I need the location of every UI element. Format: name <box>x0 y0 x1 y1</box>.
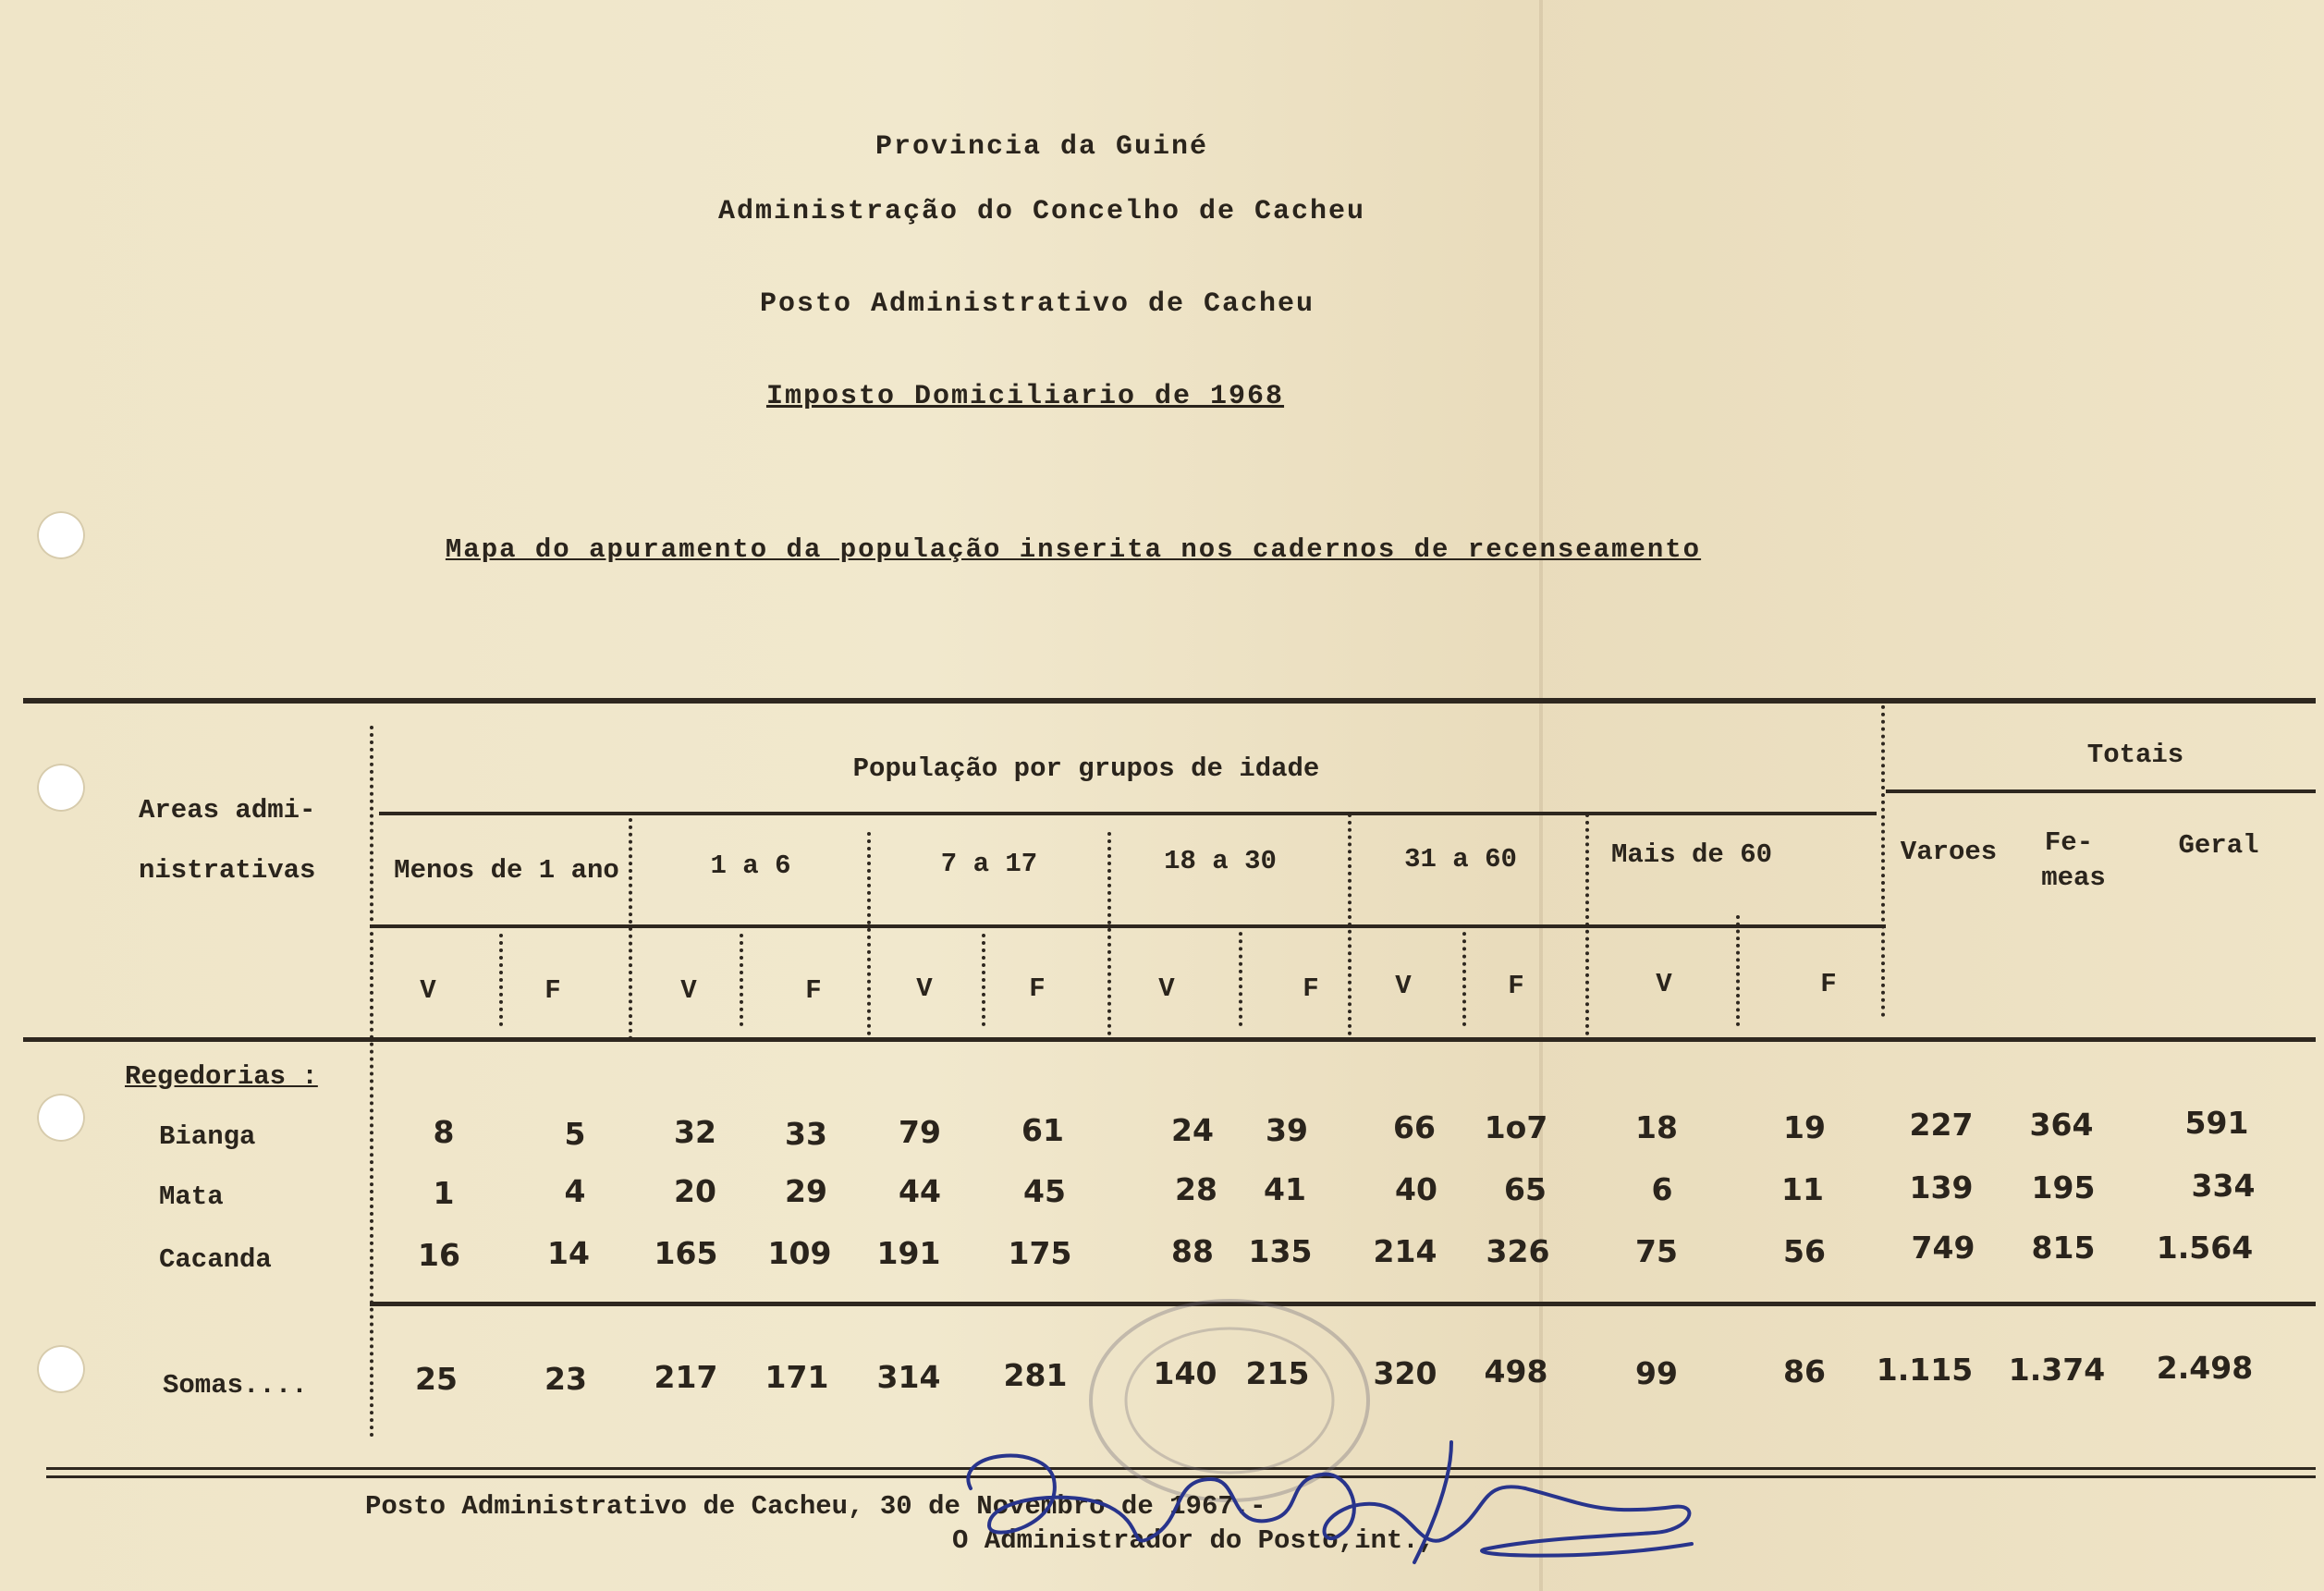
sum-cell: 99 <box>1635 1355 1678 1391</box>
area-header: nistrativas <box>139 855 316 886</box>
table-cell: 165 <box>654 1235 718 1271</box>
sum-cell: 281 <box>1003 1357 1068 1393</box>
table-cell: 45 <box>1023 1173 1066 1209</box>
table-cell: 326 <box>1486 1233 1550 1269</box>
place-date-line: Posto Administrativo de Cacheu, 30 de Novembro de 1967.- <box>365 1491 1266 1522</box>
age-group-label: Mais de 60 <box>1610 839 1773 870</box>
table-cell: 749 <box>1911 1230 1975 1266</box>
table-cell: 66 <box>1393 1109 1436 1145</box>
signer-title: O Administrador do Posto,int., <box>952 1525 1436 1556</box>
table-cell: 175 <box>1008 1235 1072 1271</box>
table-cell: 591 <box>2184 1105 2249 1141</box>
column-separator <box>1585 814 1589 1035</box>
column-separator <box>982 934 985 1026</box>
sum-cell: 498 <box>1484 1353 1548 1389</box>
table-cell: 65 <box>1504 1171 1547 1207</box>
sum-cell: 1.374 <box>2008 1352 2106 1388</box>
sex-label: F <box>1820 969 1837 999</box>
sex-label: F <box>805 975 822 1006</box>
header-bottom-rule <box>23 1037 2316 1042</box>
column-separator <box>629 818 632 1040</box>
table-cell: 32 <box>674 1114 716 1150</box>
punch-hole <box>37 1345 85 1393</box>
table-cell: 61 <box>1021 1112 1064 1148</box>
table-cell: 4 <box>564 1173 586 1209</box>
sum-cell: 25 <box>415 1361 458 1397</box>
sex-label: F <box>544 975 561 1006</box>
table-cell: 11 <box>1781 1171 1824 1207</box>
sex-header-rule <box>370 924 1886 928</box>
sex-label: V <box>1656 969 1672 999</box>
table-cell: 1o7 <box>1484 1109 1548 1145</box>
column-separator <box>867 832 871 1035</box>
section-label: Regedorias : <box>125 1061 318 1092</box>
table-cell: 29 <box>785 1173 827 1209</box>
sex-label: F <box>1303 973 1319 1004</box>
column-separator <box>1239 924 1242 1026</box>
table-cell: 28 <box>1175 1171 1217 1207</box>
table-cell: 195 <box>2031 1169 2096 1205</box>
handwritten-signature <box>934 1424 1766 1585</box>
totals-column-label: Fe- <box>2044 827 2094 858</box>
age-group-label: 7 a 17 <box>940 849 1038 879</box>
table-cell: 24 <box>1171 1112 1214 1148</box>
sum-cell: 215 <box>1245 1355 1310 1391</box>
sex-label: V <box>680 975 697 1006</box>
table-cell: 1.564 <box>2156 1230 2254 1266</box>
sum-cell: 2.498 <box>2156 1350 2254 1386</box>
sex-label: F <box>1508 971 1524 1001</box>
row-name: Mata <box>159 1181 224 1212</box>
table-cell: 16 <box>418 1237 460 1273</box>
table-cell: 109 <box>767 1235 832 1271</box>
table-cell: 6 <box>1651 1171 1673 1207</box>
administration-line: Administração do Concelho de Cacheu <box>717 196 1366 227</box>
sex-label: V <box>1158 973 1175 1004</box>
table-cell: 8 <box>433 1114 455 1150</box>
age-group-label: Menos de 1 ano <box>394 855 619 886</box>
sum-cell: 314 <box>876 1359 941 1395</box>
age-group-label: 18 a 30 <box>1164 846 1277 876</box>
totals-header: Totais <box>2086 740 2184 770</box>
column-separator <box>1736 915 1740 1026</box>
table-cell: 88 <box>1171 1233 1214 1269</box>
age-header-rule <box>379 812 1877 815</box>
totals-header-rule <box>1886 789 2316 793</box>
row-name: Bianga <box>159 1121 256 1152</box>
table-cell: 5 <box>564 1116 586 1152</box>
table-cell: 334 <box>2191 1168 2256 1204</box>
table-cell: 20 <box>674 1173 716 1209</box>
sex-label: V <box>916 973 933 1004</box>
sums-label: Somas.... <box>163 1370 308 1401</box>
sum-cell: 23 <box>544 1361 587 1397</box>
area-header: Areas admi- <box>139 795 316 826</box>
table-title: Mapa do apuramento da população inserita nos cadernos de recenseamento <box>445 534 1702 565</box>
table-cell: 79 <box>899 1114 941 1150</box>
province-line: Provincia da Guiné <box>875 131 1209 163</box>
table-cell: 33 <box>785 1116 827 1152</box>
table-cell: 40 <box>1395 1171 1437 1207</box>
sex-label: V <box>1395 971 1412 1001</box>
table-cell: 19 <box>1783 1109 1826 1145</box>
table-cell: 44 <box>899 1173 941 1209</box>
column-separator <box>740 934 743 1026</box>
table-cell: 227 <box>1909 1107 1974 1143</box>
sum-cell: 1.115 <box>1876 1352 1974 1388</box>
table-cell: 815 <box>2031 1230 2096 1266</box>
sum-cell: 320 <box>1373 1355 1437 1391</box>
row-name: Cacanda <box>159 1244 272 1275</box>
table-cell: 41 <box>1264 1171 1306 1207</box>
sex-label: F <box>1029 973 1046 1004</box>
age-group-label: 1 a 6 <box>710 851 791 881</box>
column-separator <box>1348 814 1352 1035</box>
age-group-label: 31 a 60 <box>1404 844 1517 875</box>
sum-cell: 140 <box>1153 1355 1217 1391</box>
paper-fold <box>1539 0 1543 1591</box>
sum-cell: 171 <box>764 1359 829 1395</box>
table-cell: 1 <box>433 1175 455 1211</box>
age-groups-header: População por grupos de idade <box>852 753 1320 784</box>
totals-column-label: Geral <box>2178 830 2259 861</box>
column-separator <box>1881 698 1885 1017</box>
sum-cell: 217 <box>654 1359 718 1395</box>
punch-hole <box>37 764 85 812</box>
document-title: Imposto Domiciliario de 1968 <box>765 381 1285 412</box>
table-cell: 191 <box>876 1235 941 1271</box>
column-separator <box>370 726 373 1438</box>
table-cell: 14 <box>547 1235 590 1271</box>
table-cell: 56 <box>1783 1233 1826 1269</box>
table-cell: 135 <box>1248 1233 1313 1269</box>
table-cell: 39 <box>1266 1112 1308 1148</box>
sex-label: V <box>420 975 436 1006</box>
table-cell: 18 <box>1635 1109 1678 1145</box>
punch-hole <box>37 1094 85 1142</box>
column-separator <box>1462 924 1466 1026</box>
sum-cell: 86 <box>1783 1353 1826 1389</box>
column-separator <box>499 934 503 1026</box>
table-cell: 364 <box>2029 1107 2094 1143</box>
table-cell: 139 <box>1909 1169 1974 1205</box>
post-line: Posto Administrativo de Cacheu <box>759 288 1315 320</box>
totals-column-label: Varoes <box>1900 837 1998 867</box>
table-top-rule <box>23 698 2316 704</box>
totals-column-label: meas <box>2041 863 2106 893</box>
column-separator <box>1107 832 1111 1035</box>
table-cell: 75 <box>1635 1233 1678 1269</box>
table-cell: 214 <box>1373 1233 1437 1269</box>
